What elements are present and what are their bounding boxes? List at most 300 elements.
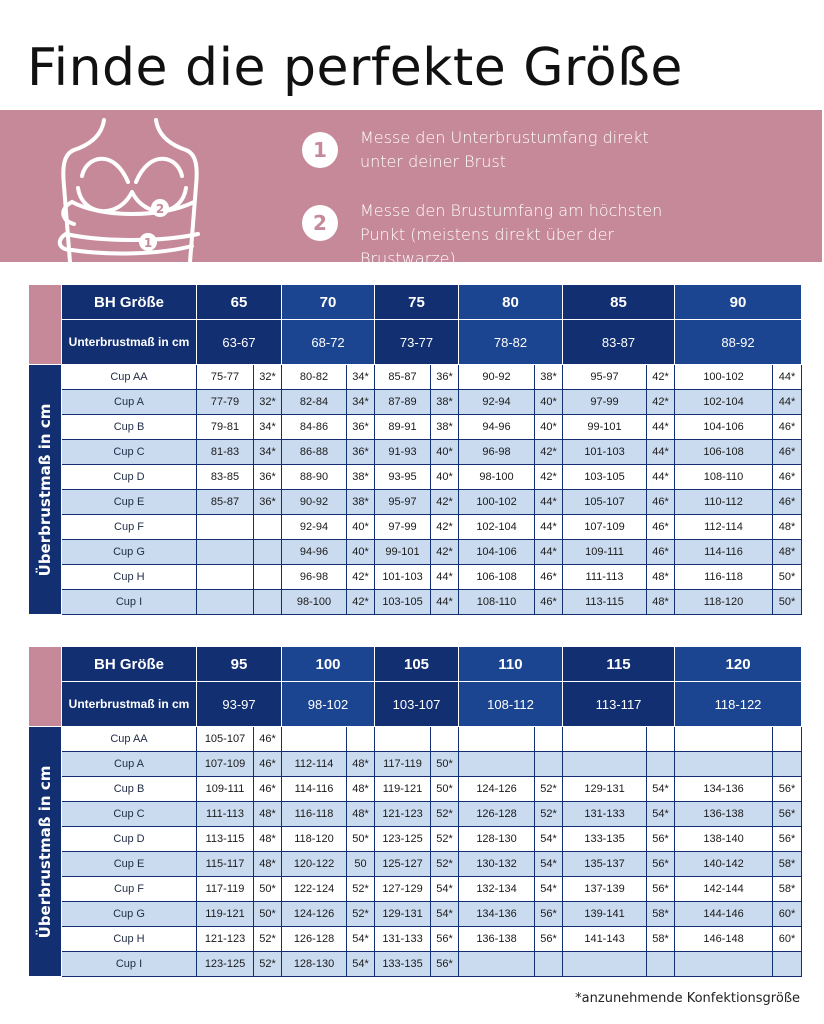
dress-size-cell: 48*: [347, 802, 375, 827]
dress-size-cell: 38*: [347, 465, 375, 490]
overbust-range-cell: [459, 952, 535, 977]
dress-size-cell: 50*: [773, 565, 802, 590]
overbust-range-cell: [375, 727, 431, 752]
dress-size-cell: 54*: [347, 952, 375, 977]
dress-size-cell: 48*: [773, 515, 802, 540]
overbust-range-cell: 114-116: [282, 777, 347, 802]
dress-size-cell: 34*: [254, 440, 282, 465]
overbust-range-cell: 144-146: [675, 902, 773, 927]
dress-size-cell: [431, 727, 459, 752]
underbust-range: 88-92: [675, 320, 802, 365]
dress-size-cell: 42*: [647, 390, 675, 415]
underbust-range: 108-112: [459, 682, 563, 727]
dress-size-cell: 56*: [647, 827, 675, 852]
overbust-range-cell: [197, 565, 254, 590]
overbust-range-cell: 129-131: [375, 902, 431, 927]
overbust-range-cell: 108-110: [459, 590, 535, 615]
dress-size-cell: 48*: [254, 827, 282, 852]
dress-size-cell: 48*: [254, 802, 282, 827]
dress-size-cell: [647, 952, 675, 977]
underbust-range: 93-97: [197, 682, 282, 727]
dress-size-cell: 50: [347, 852, 375, 877]
dress-size-cell: 44*: [647, 465, 675, 490]
overbust-range-cell: 106-108: [459, 565, 535, 590]
band-size: 105: [375, 647, 459, 682]
dress-size-cell: 54*: [347, 927, 375, 952]
table-row: [29, 877, 802, 902]
table-row: [29, 902, 802, 927]
measurement-instructions-banner: [0, 110, 822, 268]
overbust-range-cell: 132-134: [459, 877, 535, 902]
band-size: 85: [563, 285, 675, 320]
table-row: [29, 365, 802, 390]
overbust-range-cell: 136-138: [675, 802, 773, 827]
overbust-range-cell: 94-96: [282, 540, 347, 565]
dress-size-cell: 44*: [647, 440, 675, 465]
dress-size-cell: 36*: [254, 465, 282, 490]
overbust-label-text: Überbrustmaß in cm: [36, 765, 54, 938]
dress-size-cell: 54*: [431, 877, 459, 902]
cup-label: Cup G: [62, 540, 197, 565]
dress-size-cell: 52*: [254, 952, 282, 977]
dress-size-cell: 44*: [431, 565, 459, 590]
step-2-text: Messe den Brustumfang am höchsten Punkt (meistens direkt über der Brustwarze): [360, 201, 663, 268]
dress-size-cell: 50*: [254, 877, 282, 902]
cup-label: Cup C: [62, 440, 197, 465]
band-size: 65: [197, 285, 282, 320]
dress-size-cell: 56*: [773, 827, 802, 852]
overbust-range-cell: 139-141: [563, 902, 647, 927]
overbust-range-cell: 86-88: [282, 440, 347, 465]
dress-size-cell: [254, 540, 282, 565]
dress-size-cell: 44*: [773, 390, 802, 415]
overbust-range-cell: [197, 540, 254, 565]
overbust-range-cell: 119-121: [197, 902, 254, 927]
overbust-range-cell: 137-139: [563, 877, 647, 902]
step-1-text: Messe den Unterbrustumfang direkt unter deiner Brust: [360, 128, 649, 171]
step-1: [302, 126, 690, 174]
underbust-range: 68-72: [282, 320, 375, 365]
dress-size-cell: 56*: [773, 777, 802, 802]
dress-size-cell: 44*: [535, 515, 563, 540]
underbust-range: 98-102: [282, 682, 375, 727]
table-row: [29, 752, 802, 777]
overbust-range-cell: [563, 952, 647, 977]
dress-size-cell: 58*: [773, 877, 802, 902]
cup-label: Cup A: [62, 752, 197, 777]
underbust-range: 113-117: [563, 682, 675, 727]
figure-label-2: 2: [155, 202, 165, 216]
dress-size-cell: 44*: [535, 540, 563, 565]
overbust-range-cell: 105-107: [563, 490, 647, 515]
torso-measurement-icon: [52, 116, 212, 262]
dress-size-cell: 44*: [647, 415, 675, 440]
dress-size-cell: 42*: [347, 565, 375, 590]
dress-size-cell: 40*: [535, 390, 563, 415]
band-size: 110: [459, 647, 563, 682]
table-row: [29, 490, 802, 515]
overbust-range-cell: 96-98: [459, 440, 535, 465]
overbust-range-cell: 134-136: [675, 777, 773, 802]
dress-size-cell: [773, 952, 802, 977]
overbust-range-cell: 100-102: [459, 490, 535, 515]
table-row: [29, 827, 802, 852]
dress-size-cell: 52*: [431, 827, 459, 852]
dress-size-cell: 40*: [431, 465, 459, 490]
cup-label: Cup F: [62, 515, 197, 540]
table-row: [29, 465, 802, 490]
dress-size-cell: 48*: [254, 852, 282, 877]
overbust-range-cell: 121-123: [375, 802, 431, 827]
dress-size-cell: 52*: [431, 852, 459, 877]
dress-size-cell: 58*: [647, 902, 675, 927]
overbust-range-cell: [675, 952, 773, 977]
table-row: [29, 727, 802, 752]
overbust-range-cell: 112-114: [675, 515, 773, 540]
overbust-range-cell: 87-89: [375, 390, 431, 415]
overbust-range-cell: 146-148: [675, 927, 773, 952]
overbust-range-cell: [282, 727, 347, 752]
dress-size-cell: 46*: [647, 515, 675, 540]
overbust-range-cell: 141-143: [563, 927, 647, 952]
overbust-range-cell: 133-135: [375, 952, 431, 977]
dress-size-cell: 40*: [347, 515, 375, 540]
overbust-range-cell: 140-142: [675, 852, 773, 877]
dress-size-cell: 44*: [431, 590, 459, 615]
bh-size-label: BH Größe: [62, 285, 197, 320]
cup-label: Cup I: [62, 590, 197, 615]
band-size: 95: [197, 647, 282, 682]
overbust-range-cell: 94-96: [459, 415, 535, 440]
overbust-range-cell: 101-103: [563, 440, 647, 465]
dress-size-cell: 54*: [535, 852, 563, 877]
dress-size-cell: 46*: [773, 465, 802, 490]
overbust-range-cell: 130-132: [459, 852, 535, 877]
overbust-range-cell: [563, 752, 647, 777]
overbust-range-cell: 88-90: [282, 465, 347, 490]
overbust-range-cell: 117-119: [197, 877, 254, 902]
overbust-range-cell: 100-102: [675, 365, 773, 390]
dress-size-cell: 44*: [773, 365, 802, 390]
overbust-range-cell: 105-107: [197, 727, 254, 752]
table-row: [29, 802, 802, 827]
underbust-range: 103-107: [375, 682, 459, 727]
table-row: [29, 515, 802, 540]
dress-size-cell: [535, 752, 563, 777]
overbust-range-cell: 79-81: [197, 415, 254, 440]
table-corner: [29, 647, 62, 727]
dress-size-cell: 42*: [535, 465, 563, 490]
overbust-range-cell: 111-113: [197, 802, 254, 827]
table-row: [29, 590, 802, 615]
overbust-range-cell: 98-100: [282, 590, 347, 615]
dress-size-cell: [254, 565, 282, 590]
footnote: *anzunehmende Konfektionsgröße: [575, 991, 800, 1006]
cup-label: Cup A: [62, 390, 197, 415]
dress-size-cell: 46*: [254, 777, 282, 802]
overbust-range-cell: 109-111: [197, 777, 254, 802]
overbust-range-cell: 95-97: [375, 490, 431, 515]
dress-size-cell: 48*: [347, 777, 375, 802]
dress-size-cell: 46*: [773, 415, 802, 440]
overbust-range-cell: [675, 752, 773, 777]
table-row: [29, 565, 802, 590]
page-title: Finde die perfekte Größe: [27, 38, 683, 98]
dress-size-cell: 46*: [254, 752, 282, 777]
overbust-range-cell: 98-100: [459, 465, 535, 490]
step-1-number: 1: [302, 132, 338, 168]
band-size: 115: [563, 647, 675, 682]
overbust-range-cell: 124-126: [459, 777, 535, 802]
overbust-label-text: Überbrustmaß in cm: [36, 403, 54, 576]
band-size: 120: [675, 647, 802, 682]
dress-size-cell: 52*: [535, 802, 563, 827]
overbust-range-cell: 97-99: [375, 515, 431, 540]
cup-label: Cup G: [62, 902, 197, 927]
overbust-range-cell: 96-98: [282, 565, 347, 590]
overbust-range-cell: 142-144: [675, 877, 773, 902]
dress-size-cell: [347, 727, 375, 752]
overbust-range-cell: 138-140: [675, 827, 773, 852]
dress-size-cell: [254, 590, 282, 615]
cup-label: Cup H: [62, 565, 197, 590]
dress-size-cell: 34*: [347, 365, 375, 390]
dress-size-cell: 42*: [647, 365, 675, 390]
overbust-range-cell: 128-130: [459, 827, 535, 852]
cup-label: Cup AA: [62, 727, 197, 752]
step-2-number: 2: [302, 205, 338, 241]
dress-size-cell: 50*: [347, 827, 375, 852]
overbust-range-cell: 84-86: [282, 415, 347, 440]
table-row: [29, 852, 802, 877]
overbust-range-cell: 102-104: [675, 390, 773, 415]
cup-label: Cup E: [62, 490, 197, 515]
dress-size-cell: 38*: [347, 490, 375, 515]
dress-size-cell: 32*: [254, 390, 282, 415]
underbust-range: 118-122: [675, 682, 802, 727]
dress-size-cell: [773, 752, 802, 777]
overbust-range-cell: 75-77: [197, 365, 254, 390]
overbust-range-cell: 131-133: [375, 927, 431, 952]
overbust-range-cell: 133-135: [563, 827, 647, 852]
cup-label: Cup D: [62, 827, 197, 852]
dress-size-cell: 42*: [535, 440, 563, 465]
dress-size-cell: [535, 952, 563, 977]
overbust-range-cell: 103-105: [375, 590, 431, 615]
dress-size-cell: 36*: [347, 415, 375, 440]
overbust-range-cell: 111-113: [563, 565, 647, 590]
table-row: [29, 952, 802, 977]
overbust-range-cell: 83-85: [197, 465, 254, 490]
overbust-range-cell: 103-105: [563, 465, 647, 490]
overbust-range-cell: 80-82: [282, 365, 347, 390]
dress-size-cell: 46*: [647, 490, 675, 515]
dress-size-cell: 60*: [773, 902, 802, 927]
overbust-range-cell: 102-104: [459, 515, 535, 540]
underbust-range: 73-77: [375, 320, 459, 365]
table-row: [29, 440, 802, 465]
band-size: 100: [282, 647, 375, 682]
dress-size-cell: 40*: [431, 440, 459, 465]
overbust-range-cell: 99-101: [375, 540, 431, 565]
cup-label: Cup I: [62, 952, 197, 977]
dress-size-cell: 46*: [773, 440, 802, 465]
overbust-range-cell: 82-84: [282, 390, 347, 415]
dress-size-cell: 54*: [535, 877, 563, 902]
cup-label: Cup B: [62, 777, 197, 802]
dress-size-cell: 46*: [254, 727, 282, 752]
overbust-range-cell: 124-126: [282, 902, 347, 927]
overbust-range-cell: 127-129: [375, 877, 431, 902]
overbust-range-cell: 97-99: [563, 390, 647, 415]
dress-size-cell: 42*: [347, 590, 375, 615]
dress-size-cell: 40*: [535, 415, 563, 440]
overbust-range-cell: 104-106: [459, 540, 535, 565]
cup-label: Cup F: [62, 877, 197, 902]
table-corner: [29, 285, 62, 365]
overbust-range-cell: 117-119: [375, 752, 431, 777]
step-2: [302, 199, 690, 271]
overbust-range-cell: 136-138: [459, 927, 535, 952]
dress-size-cell: 48*: [347, 752, 375, 777]
overbust-range-cell: 116-118: [675, 565, 773, 590]
dress-size-cell: 50*: [773, 590, 802, 615]
dress-size-cell: 34*: [347, 390, 375, 415]
dress-size-cell: 52*: [347, 877, 375, 902]
dress-size-cell: 34*: [254, 415, 282, 440]
overbust-range-cell: 99-101: [563, 415, 647, 440]
table-row: [29, 540, 802, 565]
cup-label: Cup B: [62, 415, 197, 440]
dress-size-cell: 50*: [431, 752, 459, 777]
cup-label: Cup E: [62, 852, 197, 877]
table-row: [29, 777, 802, 802]
overbust-range-cell: 119-121: [375, 777, 431, 802]
overbust-range-cell: 89-91: [375, 415, 431, 440]
overbust-range-cell: [459, 752, 535, 777]
dress-size-cell: 38*: [431, 390, 459, 415]
dress-size-cell: 42*: [431, 515, 459, 540]
dress-size-cell: 54*: [535, 827, 563, 852]
figure-label-1: 1: [143, 236, 153, 250]
dress-size-cell: 58*: [647, 927, 675, 952]
dress-size-cell: 32*: [254, 365, 282, 390]
overbust-range-cell: 125-127: [375, 852, 431, 877]
overbust-range-cell: 109-111: [563, 540, 647, 565]
dress-size-cell: 56*: [647, 852, 675, 877]
overbust-range-cell: 90-92: [282, 490, 347, 515]
dress-size-cell: 46*: [647, 540, 675, 565]
overbust-range-cell: 116-118: [282, 802, 347, 827]
size-table-2: [28, 646, 802, 977]
underbust-label: Unterbrustmaß in cm: [62, 320, 197, 365]
dress-size-cell: 52*: [535, 777, 563, 802]
overbust-range-cell: 114-116: [675, 540, 773, 565]
dress-size-cell: 60*: [773, 927, 802, 952]
overbust-range-cell: 81-83: [197, 440, 254, 465]
dress-size-cell: [254, 515, 282, 540]
dress-size-cell: 52*: [254, 927, 282, 952]
overbust-range-cell: 107-109: [563, 515, 647, 540]
overbust-range-cell: [197, 515, 254, 540]
dress-size-cell: 54*: [647, 777, 675, 802]
underbust-label: Unterbrustmaß in cm: [62, 682, 197, 727]
overbust-range-cell: 115-117: [197, 852, 254, 877]
overbust-range-cell: 90-92: [459, 365, 535, 390]
cup-label: Cup AA: [62, 365, 197, 390]
overbust-range-cell: 134-136: [459, 902, 535, 927]
band-size: 70: [282, 285, 375, 320]
overbust-range-cell: 128-130: [282, 952, 347, 977]
underbust-range: 63-67: [197, 320, 282, 365]
overbust-range-cell: 77-79: [197, 390, 254, 415]
dress-size-cell: 52*: [347, 902, 375, 927]
overbust-range-cell: [459, 727, 535, 752]
underbust-range: 78-82: [459, 320, 563, 365]
dress-size-cell: 42*: [431, 490, 459, 515]
overbust-range-cell: 113-115: [197, 827, 254, 852]
overbust-range-cell: 85-87: [197, 490, 254, 515]
overbust-range-cell: 126-128: [459, 802, 535, 827]
size-table-1: [28, 284, 802, 615]
dress-size-cell: 56*: [431, 927, 459, 952]
dress-size-cell: 48*: [647, 590, 675, 615]
dress-size-cell: 52*: [431, 802, 459, 827]
dress-size-cell: [647, 752, 675, 777]
dress-size-cell: 46*: [535, 565, 563, 590]
overbust-range-cell: 129-131: [563, 777, 647, 802]
overbust-range-cell: 121-123: [197, 927, 254, 952]
dress-size-cell: 50*: [254, 902, 282, 927]
dress-size-cell: 38*: [535, 365, 563, 390]
overbust-range-cell: 106-108: [675, 440, 773, 465]
overbust-range-cell: 108-110: [675, 465, 773, 490]
overbust-range-cell: 104-106: [675, 415, 773, 440]
dress-size-cell: 48*: [773, 540, 802, 565]
overbust-range-cell: 118-120: [675, 590, 773, 615]
cup-label: Cup C: [62, 802, 197, 827]
overbust-range-cell: 123-125: [375, 827, 431, 852]
overbust-side-label: [29, 365, 62, 615]
overbust-range-cell: 126-128: [282, 927, 347, 952]
band-size: 90: [675, 285, 802, 320]
dress-size-cell: 56*: [773, 802, 802, 827]
dress-size-cell: 46*: [773, 490, 802, 515]
overbust-range-cell: 91-93: [375, 440, 431, 465]
overbust-range-cell: 113-115: [563, 590, 647, 615]
dress-size-cell: 48*: [647, 565, 675, 590]
dress-size-cell: 40*: [347, 540, 375, 565]
table-row: [29, 390, 802, 415]
overbust-range-cell: 92-94: [459, 390, 535, 415]
table-row: [29, 415, 802, 440]
overbust-range-cell: 135-137: [563, 852, 647, 877]
dress-size-cell: 56*: [535, 927, 563, 952]
overbust-range-cell: [563, 727, 647, 752]
dress-size-cell: 58*: [773, 852, 802, 877]
dress-size-cell: 56*: [535, 902, 563, 927]
underbust-range: 83-87: [563, 320, 675, 365]
overbust-range-cell: 122-124: [282, 877, 347, 902]
overbust-range-cell: 107-109: [197, 752, 254, 777]
dress-size-cell: 36*: [431, 365, 459, 390]
dress-size-cell: 50*: [431, 777, 459, 802]
overbust-range-cell: 101-103: [375, 565, 431, 590]
band-size: 80: [459, 285, 563, 320]
dress-size-cell: 42*: [431, 540, 459, 565]
bh-size-label: BH Größe: [62, 647, 197, 682]
overbust-range-cell: 85-87: [375, 365, 431, 390]
